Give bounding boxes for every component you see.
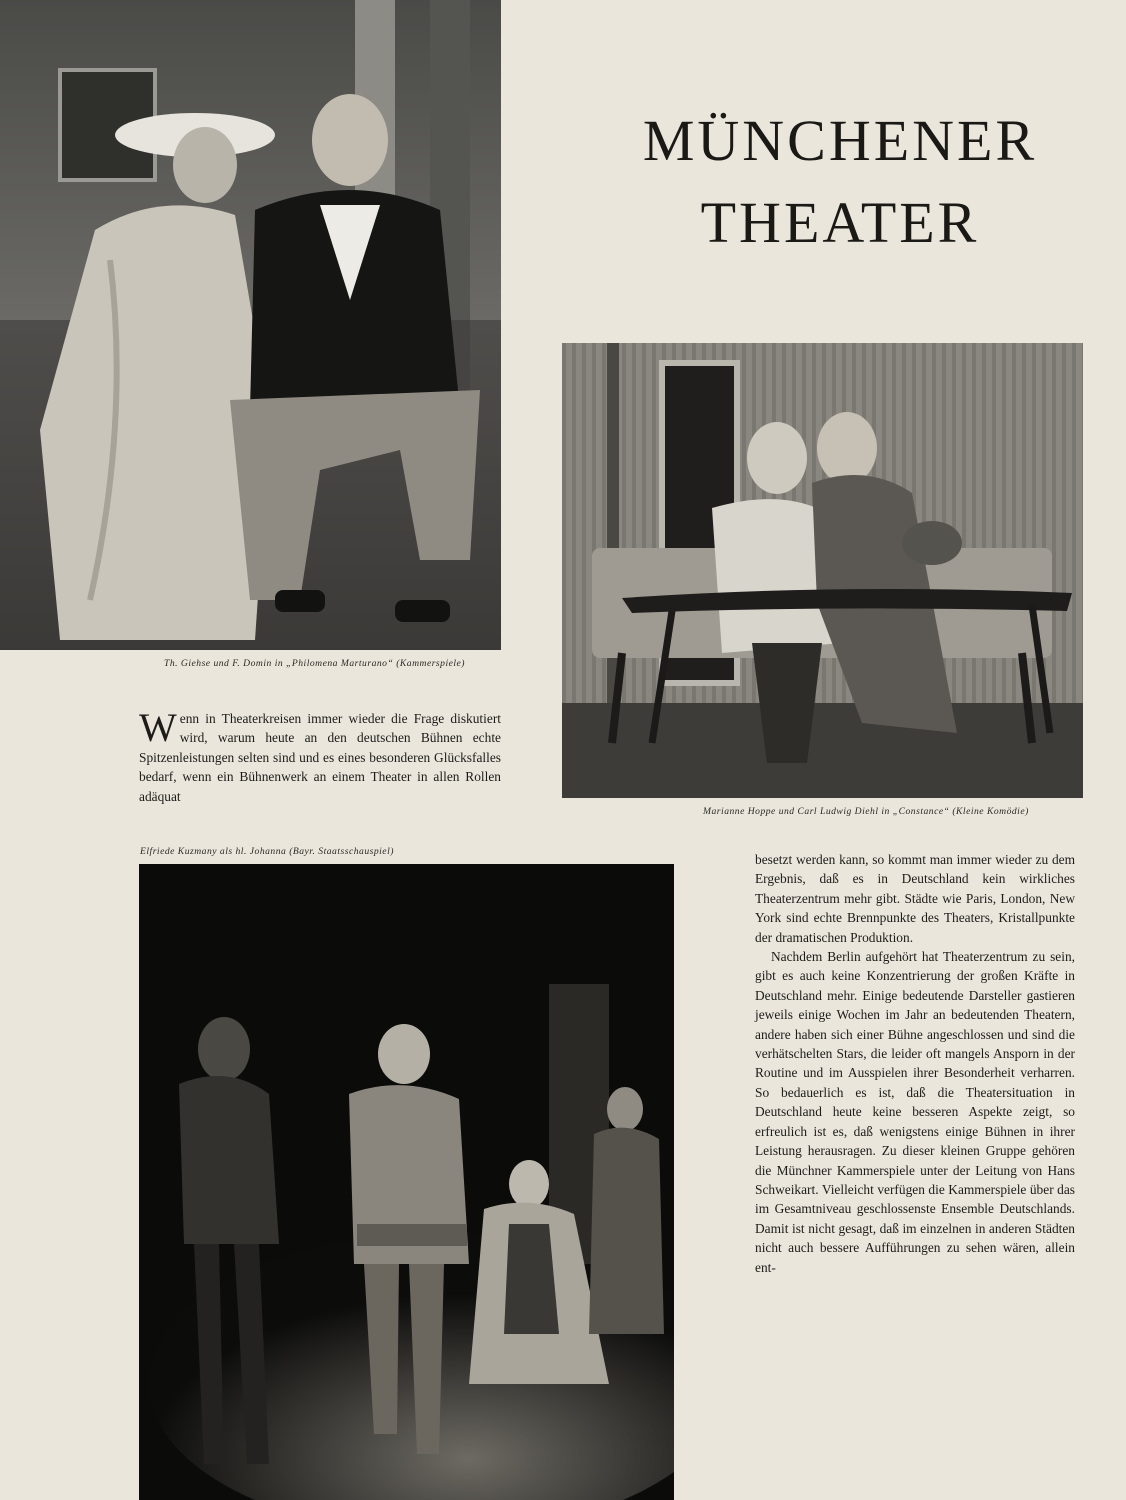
photo-johanna — [139, 864, 674, 1500]
article-intro — [139, 705, 501, 806]
photo-philomena-marturano — [0, 0, 501, 650]
title-line-1: MÜNCHENER — [642, 108, 1038, 173]
photo-constance — [562, 343, 1083, 798]
article-body — [755, 850, 1075, 1277]
page-title — [600, 100, 1080, 264]
drop-cap: W — [139, 705, 177, 750]
article-paragraph-1: besetzt werden kann, so kommt man immer wieder zu dem Ergebnis, daß es in Deutschland kein wirkliches Theaterzentrum mehr gibt. Städte wie Paris, London, New York sind echte Brennpunkte des Theaters, Kristallpunkte der dramatischen Produktion. — [755, 852, 1075, 945]
article-intro-text: enn in Theaterkreisen immer wieder die Frage diskutiert wird, warum heute an den deutschen Bühnen echte Spitzenleistungen selten sind und es eines besonderen Glücksfalles bedarf, wenn ein Bühnenwerk an einem Theater in allen Rollen adäquat — [139, 711, 501, 804]
photo-caption-philomena: Th. Giehse und F. Domin in „Philomena Marturano“ (Kammerspiele) — [164, 658, 466, 669]
photo-caption-johanna: Elfriede Kuzmany als hl. Johanna (Bayr. Staatsschauspiel) — [140, 846, 394, 857]
photo-caption-constance: Marianne Hoppe und Carl Ludwig Diehl in „Constance“ (Kleine Komödie) — [703, 806, 1029, 817]
article-paragraph-2: Nachdem Berlin aufgehört hat Theaterzentrum zu sein, gibt es auch keine Konzentrierung der großen Kräfte in Deutschland mehr. Einige bedeutende Darsteller gastieren jeweils einige Wochen im Jahr an bedeutenden Theatern, andere haben sich einer Bühne angeschlossen und sind die verhätschelten Stars, die leider oft mangels Ansporn in der Routine und im Ausspielen ihrer Besonderheit verharren. So bedauerlich es ist, daß die Theatersituation in Deutschland heute keine besseren Aspekte zeigt, so erfreulich ist es, daß wenigstens einige Bühnen in ihrer Leistung herausragen. Zu dieser kleinen Gruppe gehören die Münchner Kammerspiele unter der Leitung von Hans Schweikart. Vielleicht verfügen die Kammerspiele über das im Gesamtniveau geschlossenste Ensemble Deutschlands. Damit ist nicht gesagt, daß im einzelnen in anderen Städten nicht auch bessere Aufführungen zu sehen wären, allein ent- — [755, 949, 1075, 1275]
title-line-2: THEATER — [700, 190, 980, 255]
